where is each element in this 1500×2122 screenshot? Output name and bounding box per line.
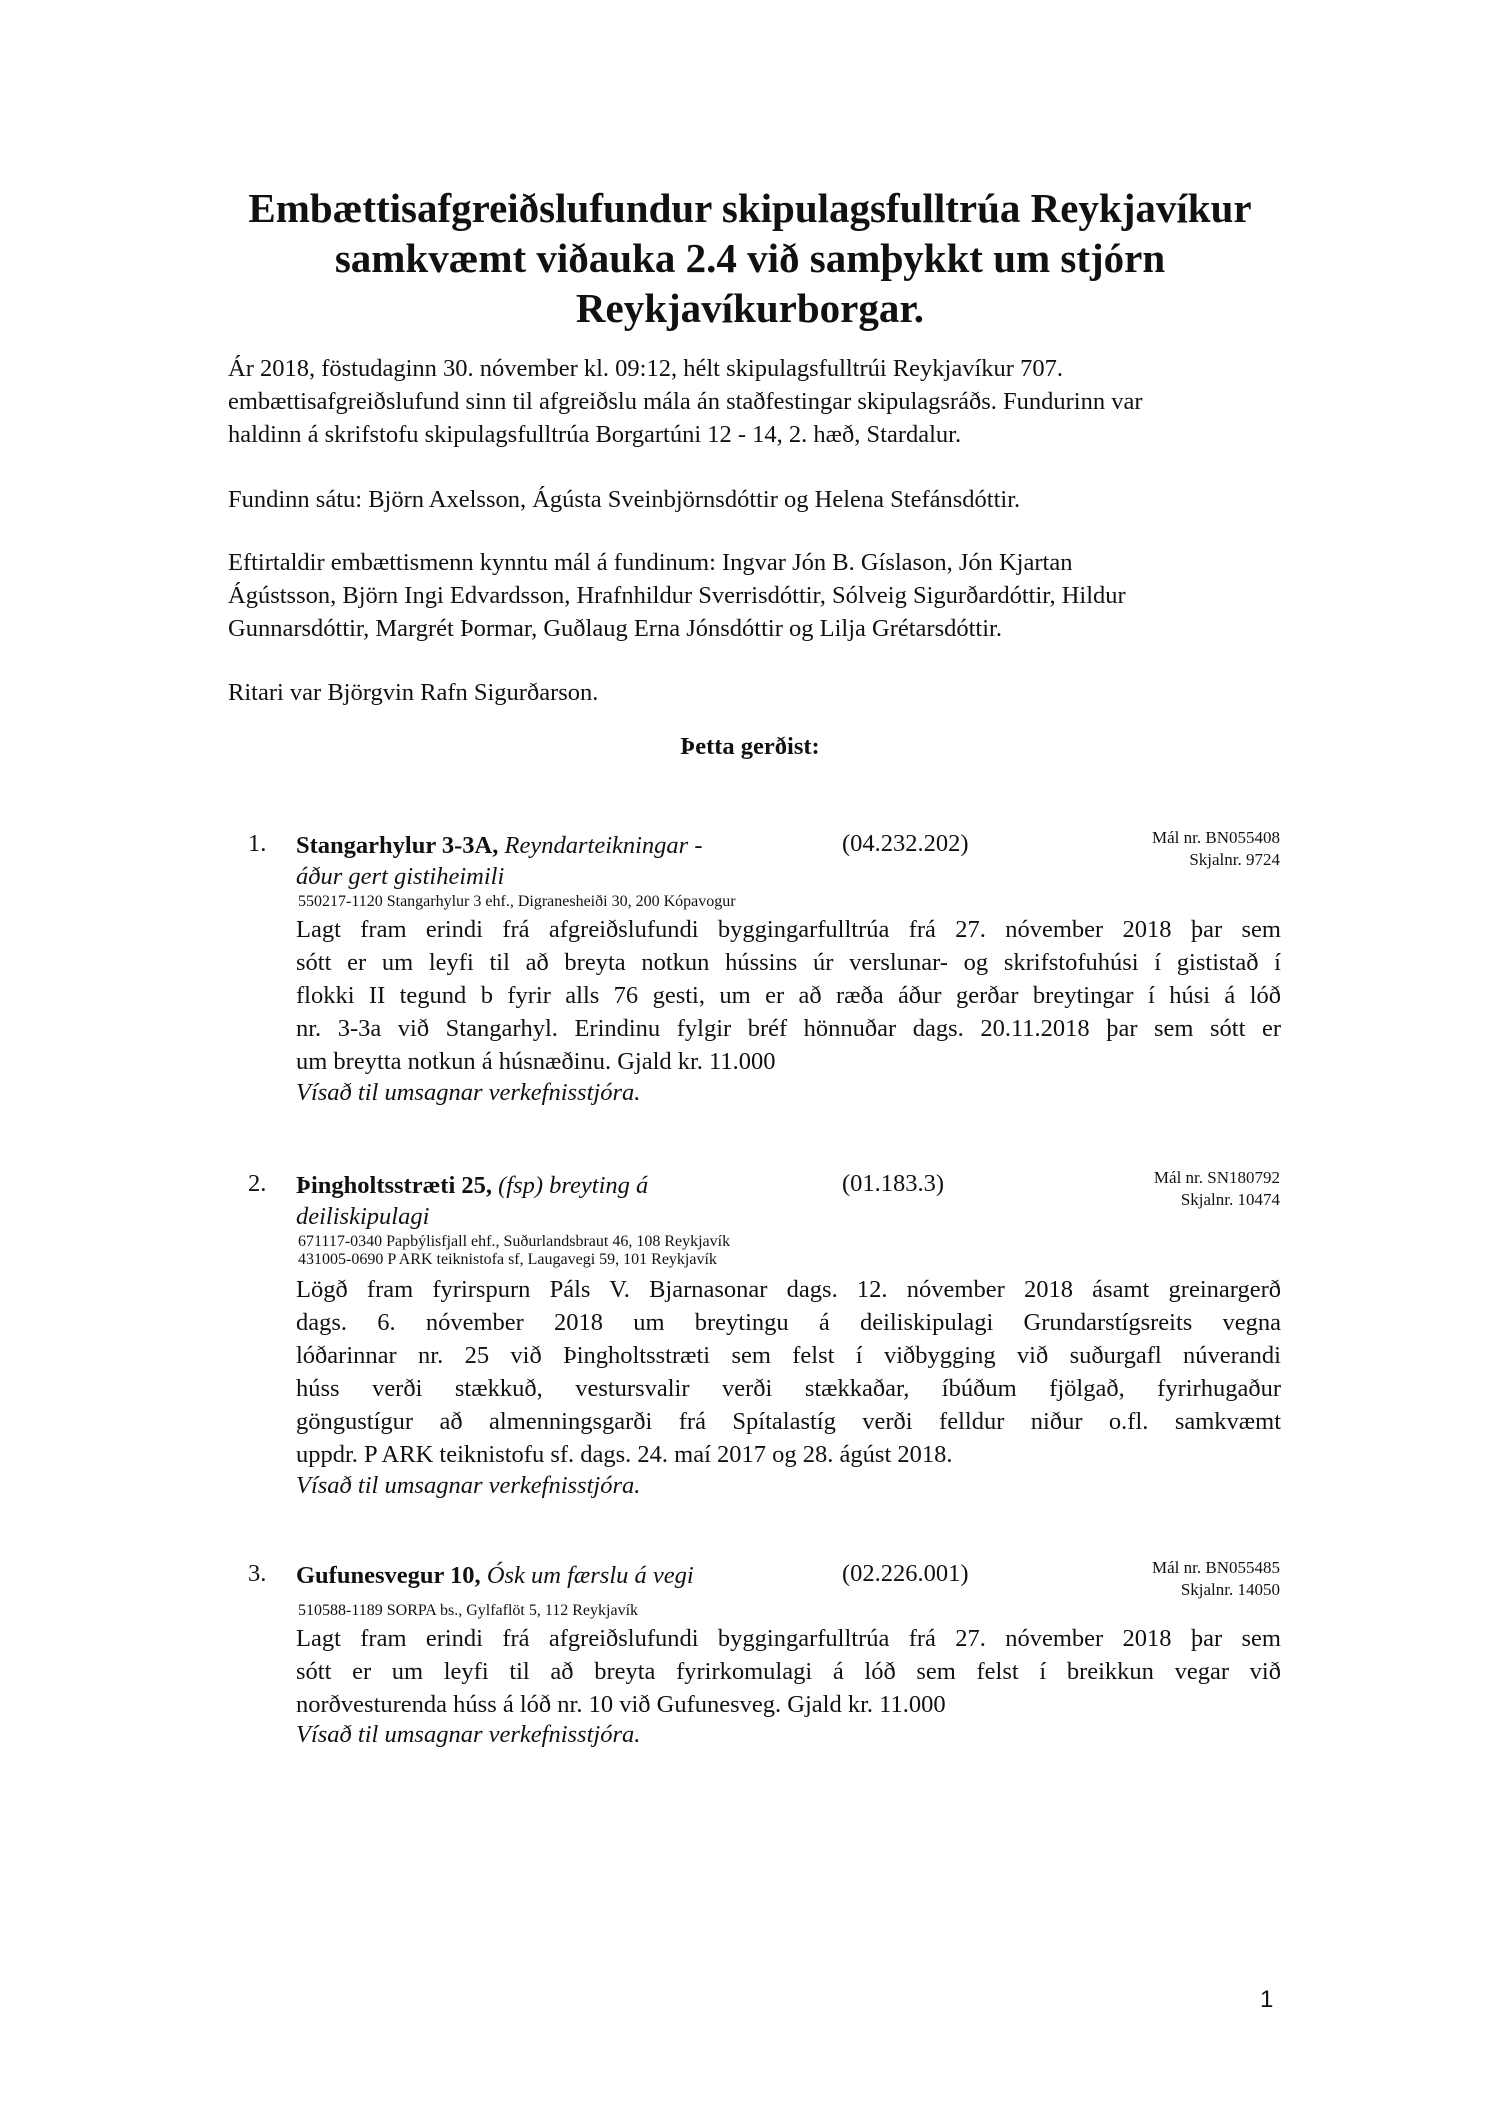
party-line: 671117-0340 Papbýlisfjall ehf., Suðurlandsbraut 46, 108 Reykjavík bbox=[298, 1233, 731, 1250]
item-body bbox=[296, 1273, 1281, 1471]
officials-paragraph bbox=[228, 546, 1288, 645]
text-line: Ár 2018, föstudaginn 30. nóvember kl. 09:12, hélt skipulagsfulltrúi Reykjavíkur 707. bbox=[228, 355, 1063, 382]
item-name: Þingholtsstræti 25, bbox=[296, 1172, 492, 1199]
body-line: Lagt fram erindi frá afgreiðslufundi byggingarfulltrúa frá 27. nóvember 2018 þar sem bbox=[296, 1625, 1281, 1652]
item-decision: Vísað til umsagnar verkefnisstjóra. bbox=[296, 1079, 641, 1106]
text-line: Fundinn sátu: Björn Axelsson, Ágústa Sveinbjörnsdóttir og Helena Stefánsdóttir. bbox=[228, 486, 1021, 513]
text-line: Ritari var Björgvin Rafn Sigurðarson. bbox=[228, 679, 599, 706]
body-line: sótt er um leyfi til að breyta fyrirkomulagi á lóð sem felst í breikkun vegar við bbox=[296, 1658, 1281, 1685]
body-line: Lagt fram erindi frá afgreiðslufundi byggingarfulltrúa frá 27. nóvember 2018 þar sem bbox=[296, 916, 1281, 943]
item-name: Gufunesvegur 10, bbox=[296, 1562, 481, 1589]
item-case-numbers bbox=[1154, 1167, 1280, 1211]
body-line: norðvesturenda húss á lóð nr. 10 við Gufunesveg. Gjald kr. 11.000 bbox=[296, 1691, 946, 1718]
text-line: haldinn á skrifstofu skipulagsfulltrúa Borgartúni 12 - 14, 2. hæð, Stardalur. bbox=[228, 421, 962, 448]
item-number: 2. bbox=[248, 1170, 267, 1197]
document-title bbox=[200, 183, 1300, 333]
doc-number: Skjalnr. 9724 bbox=[1189, 850, 1280, 869]
text-line: Gunnarsdóttir, Margrét Þormar, Guðlaug Erna Jónsdóttir og Lilja Grétarsdóttir. bbox=[228, 615, 1002, 642]
item-case-numbers bbox=[1152, 1557, 1280, 1601]
body-line: dags. 6. nóvember 2018 um breytingu á deiliskipulagi Grundarstígsreits vegna bbox=[296, 1309, 1281, 1336]
text-line: Eftirtaldir embættismenn kynntu mál á fundinum: Ingvar Jón B. Gíslason, Jón Kjartan bbox=[228, 549, 1073, 576]
body-line: um breytta notkun á húsnæðinu. Gjald kr. 11.000 bbox=[296, 1048, 776, 1075]
body-line: lóðarinnar nr. 25 við Þingholtsstræti sem felst í viðbygging við suðurgafl núverandi bbox=[296, 1342, 1281, 1369]
secretary-paragraph bbox=[228, 676, 1288, 709]
item-subject: áður gert gistiheimili bbox=[296, 863, 505, 890]
body-line: flokki II tegund b fyrir alls 76 gesti, um er að ræða áður gerðar breytingar í húsi á lóð bbox=[296, 982, 1281, 1009]
body-line: sótt er um leyfi til að breyta notkun hússins úr verslunar- og skrifstofuhúsi í gististað í bbox=[296, 949, 1281, 976]
case-number: Mál nr. BN055485 bbox=[1152, 1558, 1280, 1577]
item-subject: Reyndarteikningar - bbox=[498, 832, 703, 859]
item-land-code: (02.226.001) bbox=[842, 1560, 969, 1587]
item-number: 1. bbox=[248, 830, 267, 857]
doc-number: Skjalnr. 10474 bbox=[1180, 1190, 1280, 1209]
item-case-numbers bbox=[1152, 827, 1280, 871]
body-line: nr. 3-3a við Stangarhyl. Erindinu fylgir bréf hönnuðar dags. 20.11.2018 þar sem sótt er bbox=[296, 1015, 1281, 1042]
text-line: Ágústsson, Björn Ingi Edvardsson, Hrafnhildur Sverrisdóttir, Sólveig Sigurðardóttir, Hildur bbox=[228, 582, 1126, 609]
page-number: 1 bbox=[1260, 1986, 1274, 2013]
doc-number: Skjalnr. 14050 bbox=[1180, 1580, 1280, 1599]
party-line: 510588-1189 SORPA bs., Gylfaflöt 5, 112 Reykjavík bbox=[298, 1602, 639, 1619]
item-decision: Vísað til umsagnar verkefnisstjóra. bbox=[296, 1721, 641, 1748]
case-number: Mál nr. SN180792 bbox=[1153, 1168, 1280, 1187]
party-line: 431005-0690 P ARK teiknistofa sf, Laugavegi 59, 101 Reykjavík bbox=[298, 1251, 717, 1268]
item-land-code: (01.183.3) bbox=[842, 1170, 945, 1197]
item-subject: (fsp) breyting á bbox=[492, 1172, 649, 1199]
body-line: Lögð fram fyrirspurn Páls V. Bjarnasonar dags. 12. nóvember 2018 ásamt greinargerð bbox=[296, 1276, 1281, 1303]
party-line: 550217-1120 Stangarhylur 3 ehf., Digranesheiði 30, 200 Kópavogur bbox=[298, 893, 736, 910]
title-line: Embættisafgreiðslufundur skipulagsfulltrúa Reykjavíkur bbox=[248, 185, 1252, 231]
intro-paragraph bbox=[228, 352, 1288, 451]
text-line: embættisafgreiðslufund sinn til afgreiðslu mála án staðfestingar skipulagsráðs. Fundurinn var bbox=[228, 388, 1143, 415]
case-number: Mál nr. BN055408 bbox=[1152, 828, 1280, 847]
item-body bbox=[296, 1622, 1281, 1721]
title-line: Reykjavíkurborgar. bbox=[575, 285, 925, 331]
item-title bbox=[296, 1170, 776, 1232]
item-body bbox=[296, 913, 1281, 1078]
item-subject: Ósk um færslu á vegi bbox=[480, 1562, 694, 1589]
item-title bbox=[296, 830, 776, 892]
item-subject: deiliskipulagi bbox=[296, 1203, 430, 1230]
item-land-code: (04.232.202) bbox=[842, 830, 969, 857]
body-line: uppdr. P ARK teiknistofu sf. dags. 24. maí 2017 og 28. ágúst 2018. bbox=[296, 1441, 953, 1468]
section-heading: Þetta gerðist: bbox=[680, 733, 820, 760]
item-decision: Vísað til umsagnar verkefnisstjóra. bbox=[296, 1472, 641, 1499]
item-parties bbox=[298, 1233, 730, 1269]
attendees-paragraph bbox=[228, 483, 1288, 516]
body-line: göngustígur að almenningsgarði frá Spítalastíg verði felldur niður o.fl. samkvæmt bbox=[296, 1408, 1281, 1435]
item-number: 3. bbox=[248, 1560, 267, 1587]
body-line: húss verði stækkuð, vestursvalir verði stækkaðar, íbúðum fjölgað, fyrirhugaður bbox=[296, 1375, 1281, 1402]
item-name: Stangarhylur 3-3A, bbox=[296, 832, 499, 859]
item-parties bbox=[298, 1602, 638, 1620]
title-line: samkvæmt viðauka 2.4 við samþykkt um stjórn bbox=[334, 235, 1166, 281]
item-title bbox=[296, 1560, 776, 1591]
item-parties bbox=[298, 893, 736, 911]
